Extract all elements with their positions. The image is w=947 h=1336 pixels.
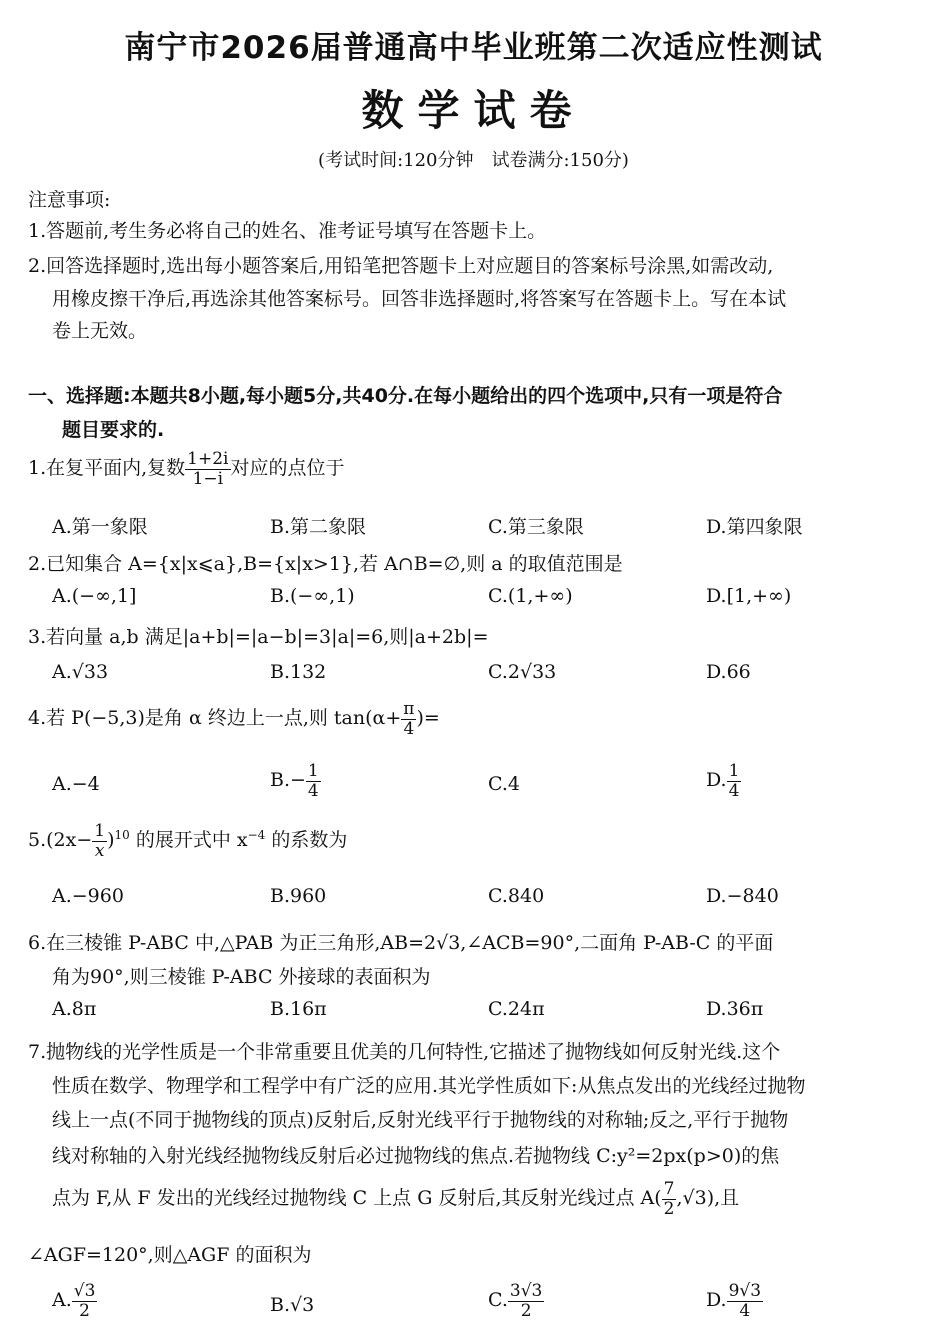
question-7-option-a-num: √3 xyxy=(73,1281,96,1301)
question-2-option-a: A.(−∞,1] xyxy=(52,585,137,607)
question-6-option-c: C.24π xyxy=(488,998,545,1020)
question-7-stem-line-3: 线上一点(不同于抛物线的顶点)反射后,反射光线平行于抛物线的对称轴;反之,平行于抛物 xyxy=(52,1109,789,1131)
question-6-option-d: D.36π xyxy=(706,998,764,1020)
question-4-option-d-pre: D. xyxy=(706,769,727,792)
question-2-option-b: B.(−∞,1) xyxy=(270,585,355,607)
question-2-stem: 2.已知集合 A={x|x⩽a},B={x|x>1},若 A∩B=∅,则 a 的取值范围是 xyxy=(28,553,623,575)
section-1-heading-line-1: 一、选择题:本题共8小题,每小题5分,共40分.在每小题给出的四个选项中,只有一项是符合 xyxy=(28,385,783,407)
question-5-stem xyxy=(28,822,920,860)
section-1-heading-line-2: 题目要求的. xyxy=(62,419,165,441)
question-1-option-b: B.第二象限 xyxy=(270,516,367,538)
question-7-option-d-num: 9√3 xyxy=(728,1281,762,1301)
question-4-option-b-pre: B.− xyxy=(270,769,306,792)
question-1-option-d: D.第四象限 xyxy=(706,516,803,538)
question-5-stem-pre: 5.(2x− xyxy=(28,829,93,852)
question-7-option-d-den: 4 xyxy=(739,1300,751,1321)
question-7-option-c-pre: C. xyxy=(488,1289,508,1312)
question-7-line-5-den: 2 xyxy=(663,1198,675,1219)
question-1-stem-post: 对应的点位于 xyxy=(230,457,345,480)
question-7-stem-line-4: 线对称轴的入射光线经抛物线反射后必过抛物线的焦点.若抛物线 C:y²=2px(p>0)的焦 xyxy=(52,1145,780,1167)
question-5-stem-mid: 的展开式中 x xyxy=(135,829,248,852)
question-4-option-b-den: 4 xyxy=(307,780,319,801)
question-5-option-b: B.960 xyxy=(270,885,327,907)
question-1-fraction-den: 1−i xyxy=(192,468,224,489)
notes-item-1: 1.答题前,考生务必将自己的姓名、准考证号填写在答题卡上。 xyxy=(28,220,547,242)
question-7-stem-line-1: 7.抛物线的光学性质是一个非常重要且优美的几何特性,它描述了抛物线如何反射光线.这个 xyxy=(28,1041,781,1063)
question-7-line-5-num: 7 xyxy=(663,1179,675,1199)
question-5-exponent-2: −4 xyxy=(247,827,266,842)
question-1-fraction-num: 1+2i xyxy=(187,449,229,469)
question-7-option-b: B.√3 xyxy=(270,1294,315,1316)
question-7-option-c-den: 2 xyxy=(520,1300,532,1321)
question-5-option-c: C.840 xyxy=(488,885,545,907)
question-7-option-a-pre: A. xyxy=(52,1289,72,1312)
question-6-option-a: A.8π xyxy=(52,998,97,1020)
question-7-option-a xyxy=(52,1282,97,1320)
question-6-option-b: B.16π xyxy=(270,998,327,1020)
question-4-option-a: A.−4 xyxy=(52,773,100,795)
question-4-fraction-num: π xyxy=(403,699,415,719)
question-7-line-5-fraction xyxy=(662,1180,677,1218)
question-3-option-b: B.132 xyxy=(270,661,327,683)
exam-title: 南宁市2026届普通高中毕业班第二次适应性测试 xyxy=(124,30,823,66)
question-7-option-a-den: 2 xyxy=(79,1300,90,1321)
question-3-option-a: A.√33 xyxy=(52,661,109,683)
question-5-close-paren: ) xyxy=(107,829,115,852)
notes-item-2-line-1: 2.回答选择题时,选出每小题答案后,用铅笔把答题卡上对应题目的答案标号涂黑,如需改动, xyxy=(28,255,774,277)
question-7-stem-line-5 xyxy=(52,1180,920,1218)
question-7-line-5-post: ,√3),且 xyxy=(676,1187,740,1210)
question-4-stem-pre: 4.若 P(−5,3)是角 α 终边上一点,则 tan(α+ xyxy=(28,707,402,730)
question-3-stem: 3.若向量 a,b 满足|a+b|=|a−b|=3|a|=6,则|a+2b|= xyxy=(28,626,489,648)
question-1-stem xyxy=(28,450,920,488)
question-4-option-c: C.4 xyxy=(488,773,520,795)
question-7-stem-line-2: 性质在数学、物理学和工程学中有广泛的应用.其光学性质如下:从焦点发出的光线经过抛物 xyxy=(52,1075,806,1097)
question-3-option-c: C.2√33 xyxy=(488,661,557,683)
question-5-stem-post: 的系数为 xyxy=(271,829,348,852)
question-4-option-d-num: 1 xyxy=(728,761,740,781)
question-4-stem xyxy=(28,700,920,738)
question-4-fraction xyxy=(401,700,416,738)
question-2-option-d: D.[1,+∞) xyxy=(706,585,792,607)
question-4-option-b-num: 1 xyxy=(307,761,319,781)
question-7-option-d-pre: D. xyxy=(706,1289,727,1312)
question-4-fraction-den: 4 xyxy=(403,718,415,739)
notes-heading: 注意事项: xyxy=(28,189,111,211)
question-6-stem-line-1: 6.在三棱锥 P-ABC 中,△PAB 为正三角形,AB=2√3,∠ACB=90°,二面角 P-AB-C 的平面 xyxy=(28,932,774,954)
question-1-stem-pre: 1.在复平面内,复数 xyxy=(28,457,186,480)
question-5-fraction-den: x xyxy=(94,840,105,861)
exam-info: (考试时间:120分钟 试卷满分:150分) xyxy=(318,150,629,171)
question-5-option-a: A.−960 xyxy=(52,885,124,907)
question-4-option-d xyxy=(706,762,741,800)
question-7-stem-line-6: ∠AGF=120°,则△AGF 的面积为 xyxy=(28,1244,312,1266)
exam-subtitle: 数学试卷 xyxy=(361,86,586,135)
question-1-option-a: A.第一象限 xyxy=(52,516,148,538)
question-5-exponent: 10 xyxy=(114,827,130,842)
question-7-option-c-num: 3√3 xyxy=(509,1281,543,1301)
question-1-fraction xyxy=(185,450,230,488)
question-7-option-a-fraction xyxy=(72,1282,98,1320)
notes-item-2-line-2: 用橡皮擦干净后,再选涂其他答案标号。回答非选择题时,将答案写在答题卡上。写在本试 xyxy=(52,288,787,310)
question-4-option-d-fraction xyxy=(727,762,742,800)
notes-item-2-line-3: 卷上无效。 xyxy=(52,320,148,342)
question-4-option-b xyxy=(270,762,321,800)
question-4-option-b-fraction xyxy=(306,762,321,800)
question-7-option-d-fraction xyxy=(727,1282,763,1320)
question-5-option-d: D.−840 xyxy=(706,885,779,907)
question-7-option-c xyxy=(488,1282,544,1320)
question-5-fraction xyxy=(92,822,107,860)
question-1-option-c: C.第三象限 xyxy=(488,516,584,538)
question-7-line-5-pre: 点为 F,从 F 发出的光线经过抛物线 C 上点 G 反射后,其反射光线过点 A( xyxy=(52,1187,662,1210)
question-6-stem-line-2: 角为90°,则三棱锥 P-ABC 外接球的表面积为 xyxy=(52,966,431,988)
question-2-option-c: C.(1,+∞) xyxy=(488,585,573,607)
question-4-stem-post: )= xyxy=(416,707,440,730)
question-5-fraction-num: 1 xyxy=(94,821,106,841)
question-7-option-d xyxy=(706,1282,763,1320)
question-4-option-d-den: 4 xyxy=(728,780,740,801)
question-7-option-c-fraction xyxy=(508,1282,544,1320)
question-3-option-d: D.66 xyxy=(706,661,751,683)
